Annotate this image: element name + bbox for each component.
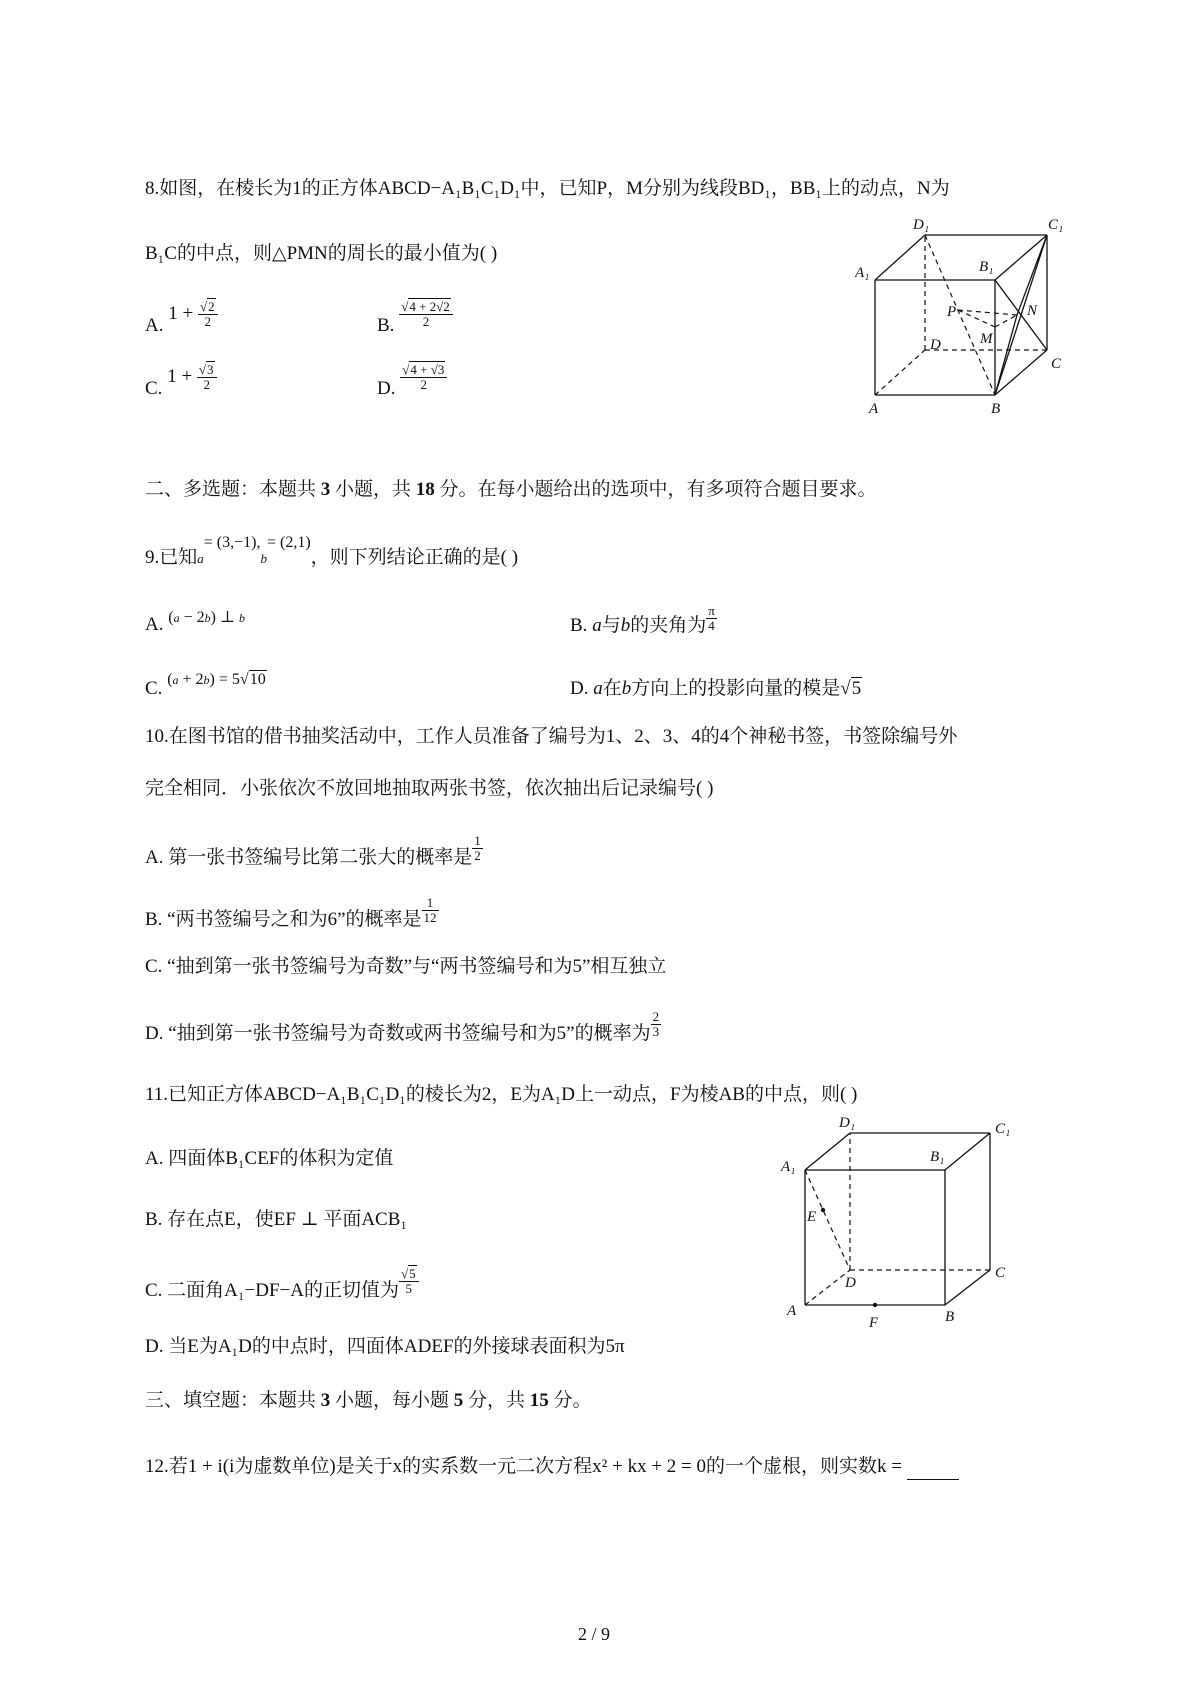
label-F: F [869,1315,879,1331]
label-E: E [807,1209,817,1225]
q8-cube-figure [855,215,1070,420]
label-B: B [945,1309,955,1325]
label-B: B [991,401,1001,417]
label-A1: A₁ [781,1159,796,1175]
label-C: C [1051,356,1062,372]
label-A1: A₁ [855,265,870,281]
section3-heading: 三、填空题：本题共 3 小题，每小题 5 分，共 15 分。 [145,1390,592,1411]
q9-option-a: A. $^{(a - 2b) \perp b}$ [145,609,245,635]
label-M: M [980,331,993,347]
q12-answer-blank[interactable] [907,1461,959,1480]
section2-heading: 二、多选题：本题共 3 小题，共 18 分。在每小题给出的选项中，有多项符合题目要求。 [145,479,877,500]
q8-option-a: A. 1 + $\frac{√2}{2}$ [145,312,218,341]
label-N: N [1027,303,1038,319]
q10-option-a: A. 第一张书签编号比第二张大的概率是 $\frac{1}{2}$ [145,833,481,868]
q11-option-c: C. 二面角A₁−DF−A的正切值为 $\frac{√5}{5}$ [145,1277,419,1306]
q11-option-a: A. 四面体B₁CEF的体积为定值 [145,1148,394,1169]
label-B1: B₁ [979,259,994,275]
label-D1: D₁ [839,1115,856,1131]
q10-option-d: D. “抽到第一张书签编号为奇数或两书签编号和为5”的概率为 $\frac{2}{3}$ [145,1009,660,1044]
label-C: C [995,1265,1006,1281]
q10-line2: 完全相同．小张依次不放回地抽取两张书签，依次抽出后记录编号( ) [145,778,714,799]
q10-option-c: C. “抽到第一张书签编号为奇数”与“两书签编号和为5”相互独立 [145,956,667,977]
q8-line2: B₁C的中点，则△PMN的周长的最小值为( ) [145,243,498,264]
label-C1: C₁ [995,1121,1011,1137]
label-C1: C₁ [1048,217,1064,233]
q11-cube-figure [775,1115,1015,1335]
page-number: 2 / 9 [578,1624,611,1644]
q12-line: 12.若1 + i(i为虚数单位)是关于x的实系数一元二次方程x² + kx + 2 = 0的一个虚根，则实数k = [145,1454,959,1480]
q10-option-b: B. “两书签编号之和为6”的概率是 $\frac{1}{12}$ [145,895,437,930]
q8-option-c: C. 1 + $\frac{√3}{2}$ [145,375,217,404]
q11-option-b: B. 存在点E，使EF ⊥ 平面ACB₁ [145,1209,408,1230]
q9-option-b: B. a与b的夹角为 $\frac{\pi}{4}$ [570,603,715,636]
q9-option-d: D. a在b方向上的投影向量的模是√5 [570,678,862,699]
label-B1: B₁ [930,1149,945,1165]
q9-option-c: C. $^{(a + 2b) = 5√10}$ [145,671,266,699]
label-D: D [845,1275,856,1291]
q8-option-b: B. $\frac{√4 + 2√2}{2}$ [377,312,453,341]
q8-line1: 8.如图，在棱长为1的正方体ABCD−A₁B₁C₁D₁中，已知P，M分别为线段BD₁，BB₁上的动点，N为 [145,178,950,199]
q8-option-d: D. $\frac{√4 + √3}{2}$ [377,375,447,404]
q11-line1: 11.已知正方体ABCD−A₁B₁C₁D₁的棱长为2，E为A₁D上一动点，F为棱AB的中点，则( ) [145,1084,858,1105]
label-A: A [787,1303,797,1319]
label-P: P [947,304,957,320]
label-A: A [869,401,879,417]
label-D1: D₁ [913,217,930,233]
q9-stem: 9.已知$a^{= (3,-1),}b^{= (2,1)}$，则下列结论正确的是( ) [145,534,519,568]
label-D: D [930,337,941,353]
q10-line1: 10.在图书馆的借书抽奖活动中，工作人员准备了编号为1、2、3、4的4个神秘书签，书签除编号外 [145,726,958,747]
q11-option-d: D. 当E为A₁D的中点时，四面体ADEF的外接球表面积为5π [145,1336,625,1357]
